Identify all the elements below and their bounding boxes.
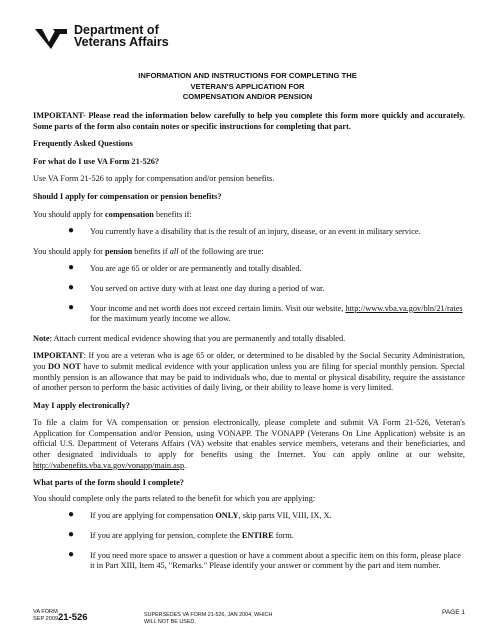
page-footer: [33, 609, 465, 633]
document-body: [33, 111, 465, 581]
faq-heading: Frequently Asked Questions: [33, 139, 133, 149]
parts-intro: You should complete only the parts related to the benefit for which you are applying:: [33, 493, 316, 503]
vonapp-link[interactable]: http://vabenefits.vba.va.gov/vonapp/main.asp: [33, 460, 185, 470]
page-number: PAGE 1: [441, 609, 465, 616]
question-heading: For what do I use VA Form 21-526?: [33, 156, 160, 166]
list-item: ● If you are applying for pension, complete the ENTIRE form.: [33, 531, 465, 542]
logo-line-2: Veterans Affairs: [74, 35, 169, 49]
list-item: ● If you are applying for compensation ONLY, skip parts VII, VIII, IX, X.: [33, 511, 465, 522]
logo-text: [74, 24, 169, 48]
compensation-list: [33, 227, 465, 238]
document-title: [0, 71, 495, 103]
list-item: ● You currently have a disability that is the result of an injury, disease, or an event in military service.: [33, 227, 465, 238]
va-logo: [33, 24, 183, 52]
logo-line-1: Department of: [74, 23, 159, 37]
pension-intro: You should apply for pension benefits if all of the following are true:: [33, 246, 264, 256]
title-line-3: COMPENSATION AND/OR PENSION: [182, 92, 313, 101]
pension-list: [33, 264, 465, 324]
answer-text: Use VA Form 21-526 to apply for compensation and/or pension benefits.: [33, 174, 275, 184]
important-notice: IMPORTANT- Please read the information below carefully to help you complete this form more quickly and accurately. Some parts of the form also contain notes or specific instructions for completing that part.: [33, 111, 465, 131]
important-paragraph: IMPORTANT: If you are a veteran who is age 65 or older, or determined to be disabled by the Social Security Administration, you DO NOT have to submit medical evidence with your application unless you are filing for special monthly pension. Special monthly pension is an allowance that may be paid to individuals who, due to mental or physical disability, require the assistance of another person to perform the basic activities of daily living, or their ability to leave home is very limited.: [33, 351, 465, 393]
list-item: ● You served on active duty with at least one day during a period of war.: [33, 284, 465, 295]
va-emblem-icon: [33, 26, 69, 50]
list-item: ● If you need more space to answer a question or have a comment about a specific item on this form, please place it in Part XIII, Item 45, "Remarks." Please identify your answer or comment by the part and item number.: [33, 551, 465, 572]
list-item: ● Your income and net worth does not exceed certain limits. Visit our website, http://www.vba.va.gov/bln/21/rates for the maximum yearly income we allow.: [33, 304, 465, 325]
supersedes-note: SUPERSEDES VA FORM 21-526, JAN 2004, WHICH WILL NOT BE USED.: [144, 612, 273, 625]
electronic-paragraph: To file a claim for VA compensation or pension electronically, please complete and submit VA Form 21-526, Veteran's Application for Compensation and/or Pension, using VONAPP. The VONAPP (Veterans On Line Application) website is an official U.S. Department of Veterans Affairs (VA) website that enables service members, veterans and their beneficiaries, and other designated individuals to apply for benefits using the Internet. You can apply online at our website, http://vabenefits.vba.va.gov/vonapp/main.asp.: [33, 418, 465, 470]
rates-link[interactable]: http://www.vba.va.gov/bln/21/rates: [345, 303, 463, 313]
parts-list: [33, 511, 465, 571]
question-heading: What parts of the form should I complete?: [33, 478, 184, 488]
title-line-2: VETERAN'S APPLICATION FOR: [190, 81, 305, 91]
form-number: 21-526: [58, 612, 88, 623]
list-item: ● You are age 65 or older or are permanently and totally disabled.: [33, 264, 465, 275]
question-heading: May I apply electronically?: [33, 400, 130, 410]
form-label: VA FORM SEP 2009: [33, 609, 59, 622]
title-line-1: INFORMATION AND INSTRUCTIONS FOR COMPLETING THE: [138, 71, 357, 80]
question-heading: Should I apply for compensation or pension benefits?: [33, 191, 222, 201]
note-text: Note: Attach current medical evidence showing that you are permanently and totally disabled.: [33, 333, 346, 343]
compensation-intro: You should apply for compensation benefits if:: [33, 209, 192, 219]
